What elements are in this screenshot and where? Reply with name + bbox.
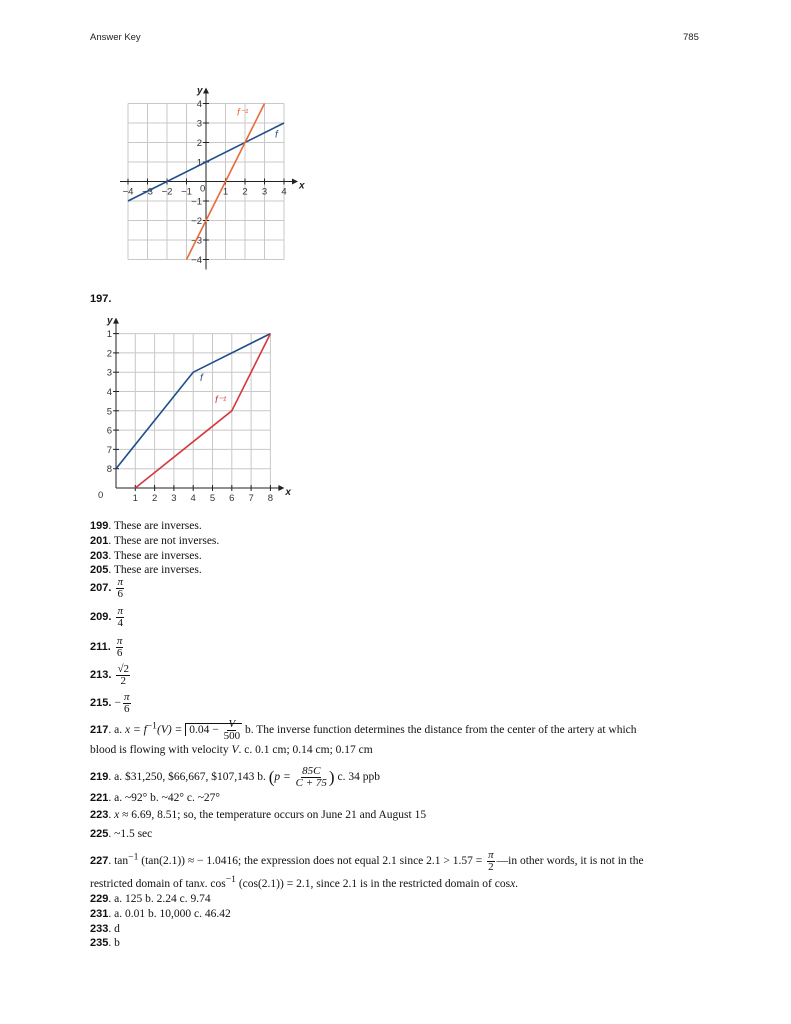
text: (cos(2.1)) = 2.1, since 2.1 is in the restricted domain of cos <box>235 877 511 890</box>
answer-number: 221 <box>90 792 109 804</box>
y-axis-arrow <box>203 88 209 94</box>
numerator: V <box>228 718 236 730</box>
equation: x = f <box>124 724 147 737</box>
answer-number: 207 <box>90 582 109 595</box>
answer-211: 211. $\frac{\pi}{6}$ <box>90 635 123 659</box>
variable: x <box>510 877 516 890</box>
answer-text: . a. ~92° b. ~42° c. ~27° <box>108 792 221 804</box>
denominator: 4 <box>117 617 123 629</box>
y-tick-label: 2 <box>196 138 202 149</box>
answer-text: . b <box>108 937 120 949</box>
numerator: π <box>117 576 123 588</box>
answer-text: . d <box>108 923 120 935</box>
answer-number: 219 <box>90 771 109 784</box>
origin-label: 0 <box>98 490 104 501</box>
answer-201 <box>90 534 219 548</box>
answer-number: 199 <box>90 520 109 532</box>
x-tick-label: −3 <box>142 186 153 198</box>
text: . c. 0.1 cm; 0.14 cm; 0.17 cm <box>238 744 373 756</box>
answer-number: 225 <box>90 828 109 840</box>
page-number: 785 <box>683 32 699 43</box>
answer-number: 209 <box>90 611 109 624</box>
answer-number: 223 <box>90 809 109 821</box>
answer-number: 215 <box>90 697 109 710</box>
variable: x <box>114 809 120 821</box>
x-tick-label: 6 <box>229 493 235 504</box>
y-tick-label: 7 <box>106 444 112 456</box>
y-tick-label: 1 <box>196 157 202 169</box>
numerator: π <box>117 605 123 617</box>
answer-227 <box>90 850 644 873</box>
denominator: 2 <box>488 861 494 873</box>
x-tick-label: 1 <box>132 493 138 504</box>
text: blood is flowing with velocity <box>90 744 232 756</box>
x-tick-label: −2 <box>161 186 173 198</box>
numerator: π <box>488 849 494 861</box>
answer-number: 229 <box>90 893 109 905</box>
x-tick-label: 8 <box>267 493 274 504</box>
answer-197-label: 197. <box>90 293 112 305</box>
square-root <box>185 718 242 742</box>
text: restricted domain of tan <box>90 877 200 890</box>
x-tick-label: 5 <box>209 493 216 504</box>
y-tick-label: 8 <box>106 464 112 476</box>
answer-207: 207. $\frac{\pi}{6}$ <box>90 576 123 600</box>
y-tick-label: 3 <box>106 367 112 379</box>
minus-sign: − <box>114 697 121 710</box>
x-tick-label: 4 <box>190 493 196 504</box>
answer-221 <box>90 791 220 805</box>
superscript: −1 <box>128 851 139 863</box>
answer-number: 211 <box>90 641 108 654</box>
answer-229 <box>90 892 211 906</box>
answer-text: . These are inverses. <box>108 550 202 562</box>
answer-225 <box>90 827 152 841</box>
answer-number: 235 <box>90 937 109 949</box>
text: . <box>515 877 519 890</box>
x-tick-label: 2 <box>242 186 248 198</box>
x-tick-label: 4 <box>281 186 287 198</box>
answer-number: 217 <box>90 724 109 737</box>
part-a: . a. $31,250, $66,667, $107,143 b. <box>108 771 269 784</box>
equation: (V) = <box>156 724 186 737</box>
y-tick-label: −1 <box>191 196 202 208</box>
answer-233 <box>90 922 120 936</box>
answer-205 <box>90 563 202 577</box>
x-tick-label: 3 <box>261 186 268 198</box>
answer-text: . ~1.5 sec <box>108 828 153 840</box>
numerator: π <box>116 635 123 647</box>
answer-number: 231 <box>90 908 109 920</box>
answer-number: 205 <box>90 564 109 576</box>
radicand: 0.04 − <box>189 724 222 737</box>
variable: V <box>231 744 239 756</box>
denominator: 6 <box>117 588 123 600</box>
answer-231 <box>90 907 231 921</box>
answer-217 <box>90 719 637 742</box>
text: . tan <box>108 855 129 868</box>
text: —in other words, it is not in the <box>496 855 644 868</box>
y-tick-label: 5 <box>106 406 112 418</box>
series-label: f⁻¹ <box>215 395 227 406</box>
fraction <box>116 606 124 629</box>
x-axis-arrow <box>278 485 284 491</box>
answer-number: 233 <box>90 923 109 935</box>
answer-215: 215. − $\frac{\pi}{6}$ <box>90 691 130 715</box>
answer-text: . These are inverses. <box>108 564 202 576</box>
series-label: f⁻¹ <box>237 107 249 119</box>
y-tick-label: 6 <box>106 425 112 437</box>
fraction <box>116 577 124 600</box>
series-label: f <box>275 129 278 141</box>
y-axis-label: y <box>107 315 113 327</box>
superscript: −1 <box>146 720 157 732</box>
x-axis-label: x <box>285 487 291 498</box>
numerator: √2 <box>117 663 130 675</box>
answer-text: ≈ 6.69, 8.51; so, the temperature occurs on June 21 and August 15 <box>119 809 427 821</box>
y-tick-label: 2 <box>106 348 112 360</box>
answer-217-cont <box>90 743 373 757</box>
numerator: π <box>123 691 130 703</box>
y-tick-label: 4 <box>106 387 112 398</box>
answer-text: . a. 0.01 b. 10,000 c. 46.42 <box>108 908 231 920</box>
x-tick-label: 7 <box>248 493 254 504</box>
answer-number: 201 <box>90 535 109 547</box>
series-label: f <box>200 373 203 384</box>
x-tick-label: 2 <box>151 493 158 504</box>
part-a: . a. <box>108 724 125 737</box>
running-header: Answer Key <box>90 32 141 43</box>
fraction <box>116 636 124 659</box>
y-tick-label: −3 <box>191 235 202 247</box>
y-axis-label: y <box>197 85 203 97</box>
denominator: 6 <box>116 647 123 659</box>
fraction <box>123 692 131 715</box>
answer-text: . a. 125 b. 2.24 c. 9.74 <box>108 893 211 905</box>
fraction <box>116 664 130 687</box>
part-b: b. The inverse function determines the distance from the center of the artery at which <box>242 724 637 737</box>
denominator: 500 <box>223 730 241 742</box>
answer-number: 227 <box>90 855 109 868</box>
answer-227-cont <box>90 873 518 891</box>
x-axis-label: x <box>299 180 305 192</box>
denominator: C + 75 <box>295 777 327 789</box>
x-axis-arrow <box>292 179 298 185</box>
answer-235 <box>90 936 120 950</box>
y-tick-label: −4 <box>191 255 202 266</box>
y-tick-label: −2 <box>191 216 202 227</box>
part-c: c. 34 ppb <box>334 771 380 784</box>
answer-203 <box>90 549 202 563</box>
x-tick-label: −1 <box>181 186 192 198</box>
answer-209: 209. $\frac{\pi}{4}$ <box>90 605 123 629</box>
answer-number: 203 <box>90 550 109 562</box>
text: . cos <box>204 877 226 890</box>
y-tick-label: 4 <box>196 99 202 110</box>
denominator: 6 <box>123 703 130 715</box>
answer-number: 213 <box>90 669 109 682</box>
answer-213: 213. $\frac{√2}{2}$ <box>90 663 130 687</box>
text: (tan(2.1)) ≈ − 1.0416; the expression does not equal 2.1 since 2.1 > 1.57 = <box>138 855 486 868</box>
denominator: 2 <box>120 675 126 687</box>
variable: x <box>199 877 205 890</box>
numerator: 85C <box>302 765 321 777</box>
answer-text: . These are inverses. <box>108 520 202 532</box>
answer-223: 223. x ≈ 6.69, 8.51; so, the temperature occurs on June 21 and August 15 <box>90 809 427 821</box>
x-tick-label: −4 <box>122 186 134 198</box>
equation: p = <box>274 771 294 784</box>
y-tick-label: 1 <box>106 329 112 341</box>
superscript: −1 <box>225 874 236 885</box>
answer-text: . These are not inverses. <box>108 535 220 547</box>
x-tick-label: 3 <box>171 493 177 504</box>
answer-199 <box>90 519 202 533</box>
answer-219: 219. a. $31,250, $66,667, $107,143 b. (p = $\frac{85C}{C + 75}$ ) c. 34 ppb <box>90 765 380 789</box>
origin-label: 0 <box>200 183 206 195</box>
y-axis-arrow <box>113 318 119 324</box>
y-tick-label: 3 <box>196 118 202 130</box>
x-tick-label: 1 <box>222 186 229 198</box>
